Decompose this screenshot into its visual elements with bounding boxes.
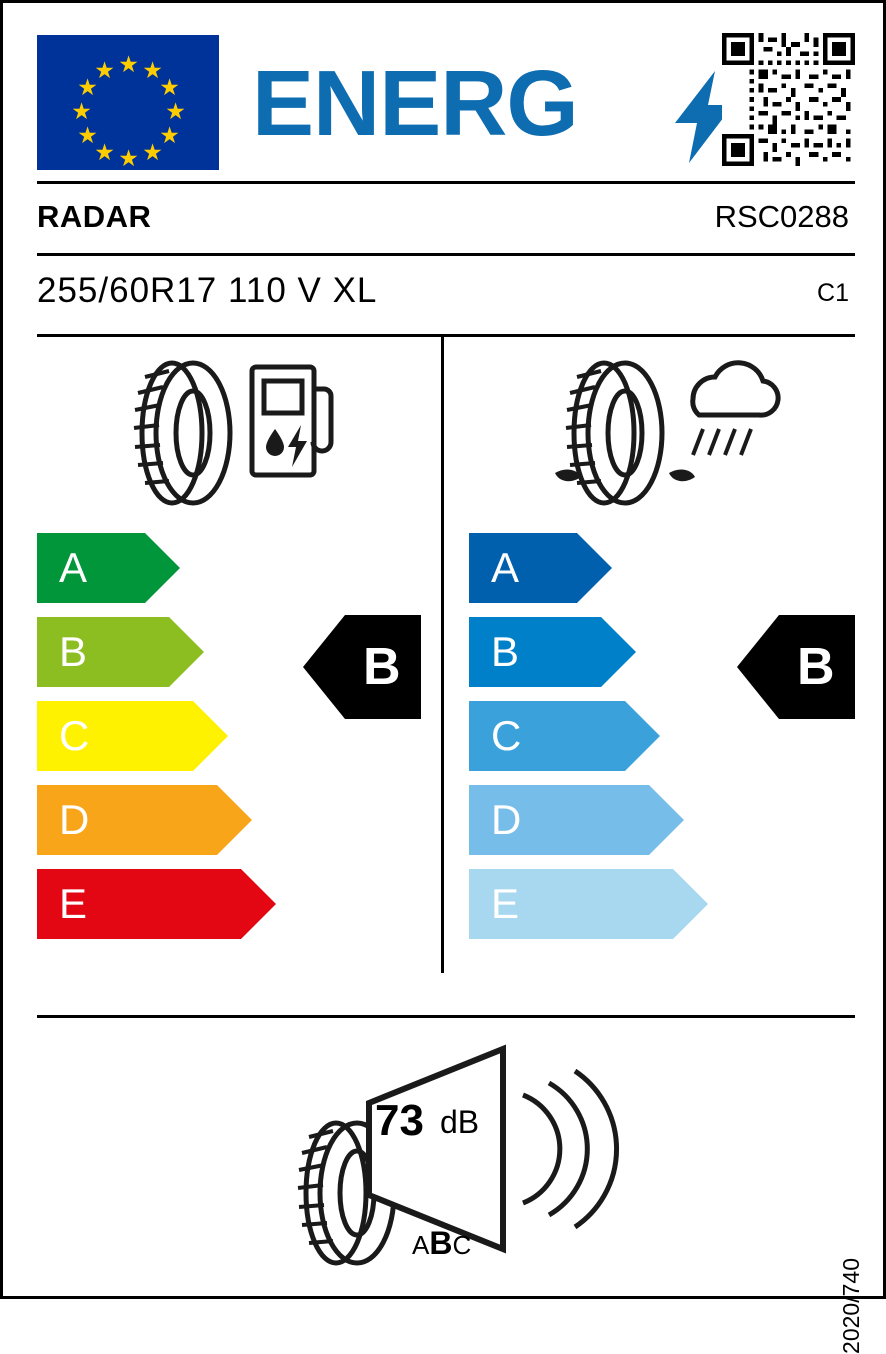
fuel-grade-row bbox=[37, 785, 307, 855]
wet-grade-c-label: C bbox=[491, 712, 522, 759]
qr-code-icon bbox=[722, 33, 855, 166]
tyre-size-designation: 255/60R17 110 V XL bbox=[37, 271, 378, 310]
fuel-grade-b-label: B bbox=[59, 628, 88, 675]
noise-class-b: B bbox=[429, 1225, 453, 1261]
tire-rain-cloud-icon bbox=[541, 355, 781, 510]
fuel-grade-row bbox=[37, 617, 307, 687]
eu-star: ★ bbox=[142, 139, 163, 165]
tire-fuel-pump-icon bbox=[125, 355, 335, 510]
wet-grade-d-tip bbox=[649, 785, 684, 855]
wet-grade-a-tip bbox=[577, 533, 612, 603]
fuel-grade-b-tip bbox=[169, 617, 204, 687]
wet-grade-b-bar bbox=[469, 617, 601, 687]
eu-star: ★ bbox=[165, 98, 186, 124]
fuel-selected-marker bbox=[303, 615, 421, 719]
wet-grade-d-label: D bbox=[491, 796, 522, 843]
wet-grade-a-label: A bbox=[491, 544, 520, 591]
fuel-grade-a-label: A bbox=[59, 544, 88, 591]
fuel-grade-a-bar bbox=[37, 533, 145, 603]
eu-star: ★ bbox=[159, 122, 180, 148]
noise-class-a: A bbox=[412, 1230, 430, 1260]
wet-selected-grade: B bbox=[797, 638, 835, 696]
divider-top bbox=[37, 181, 855, 184]
wet-grade-row bbox=[469, 869, 739, 939]
eu-star: ★ bbox=[77, 74, 98, 100]
fuel-selected-grade: B bbox=[363, 638, 401, 696]
fuel-grade-c-tip bbox=[193, 701, 228, 771]
divider-noise bbox=[37, 1015, 855, 1018]
fuel-efficiency-scale bbox=[37, 533, 307, 953]
energy-wordmark: ENERG bbox=[252, 51, 578, 155]
fuel-grade-a-tip bbox=[145, 533, 180, 603]
divider-brand bbox=[37, 253, 855, 256]
eu-star: ★ bbox=[118, 51, 139, 77]
supplier-code: RSC0288 bbox=[714, 199, 849, 234]
fuel-grade-e-label: E bbox=[59, 880, 88, 927]
eu-star: ★ bbox=[71, 98, 92, 124]
fuel-grade-d-tip bbox=[217, 785, 252, 855]
fuel-grade-c-label: C bbox=[59, 712, 90, 759]
noise-db-unit: dB bbox=[440, 1104, 480, 1140]
divider-size bbox=[37, 334, 855, 337]
wet-grade-e-tip bbox=[673, 869, 708, 939]
regulation-reference: 2020/740 bbox=[838, 1258, 864, 1354]
wet-grade-b-label: B bbox=[491, 628, 520, 675]
tyre-class: C1 bbox=[817, 279, 849, 307]
eu-star: ★ bbox=[94, 57, 115, 83]
wet-grade-row bbox=[469, 701, 739, 771]
wet-grade-row bbox=[469, 533, 739, 603]
label-header bbox=[37, 33, 855, 173]
eu-flag-icon bbox=[37, 35, 219, 170]
column-divider bbox=[441, 335, 444, 973]
eu-star: ★ bbox=[94, 139, 115, 165]
fuel-grade-d-label: D bbox=[59, 796, 90, 843]
fuel-grade-b-bar bbox=[37, 617, 169, 687]
wet-grade-c-tip bbox=[625, 701, 660, 771]
fuel-grade-row bbox=[37, 869, 307, 939]
eu-star: ★ bbox=[77, 122, 98, 148]
fuel-marker-tip bbox=[303, 615, 345, 719]
fuel-grade-e-tip bbox=[241, 869, 276, 939]
noise-class-indicator bbox=[412, 1225, 471, 1262]
wet-grade-b-tip bbox=[601, 617, 636, 687]
fuel-grade-row bbox=[37, 701, 307, 771]
noise-db-value: 73 bbox=[375, 1096, 424, 1145]
fuel-grade-row bbox=[37, 533, 307, 603]
wet-grade-a-bar bbox=[469, 533, 577, 603]
noise-class-c: C bbox=[452, 1230, 472, 1260]
eu-star: ★ bbox=[142, 57, 163, 83]
wet-grade-row bbox=[469, 617, 739, 687]
eu-star: ★ bbox=[159, 74, 180, 100]
wet-marker-tip bbox=[737, 615, 779, 719]
wet-grade-e-label: E bbox=[491, 880, 520, 927]
wet-grip-scale bbox=[469, 533, 739, 953]
eu-star: ★ bbox=[118, 145, 139, 171]
brand-name: RADAR bbox=[37, 199, 152, 234]
wet-selected-marker bbox=[737, 615, 855, 719]
wet-grade-row bbox=[469, 785, 739, 855]
